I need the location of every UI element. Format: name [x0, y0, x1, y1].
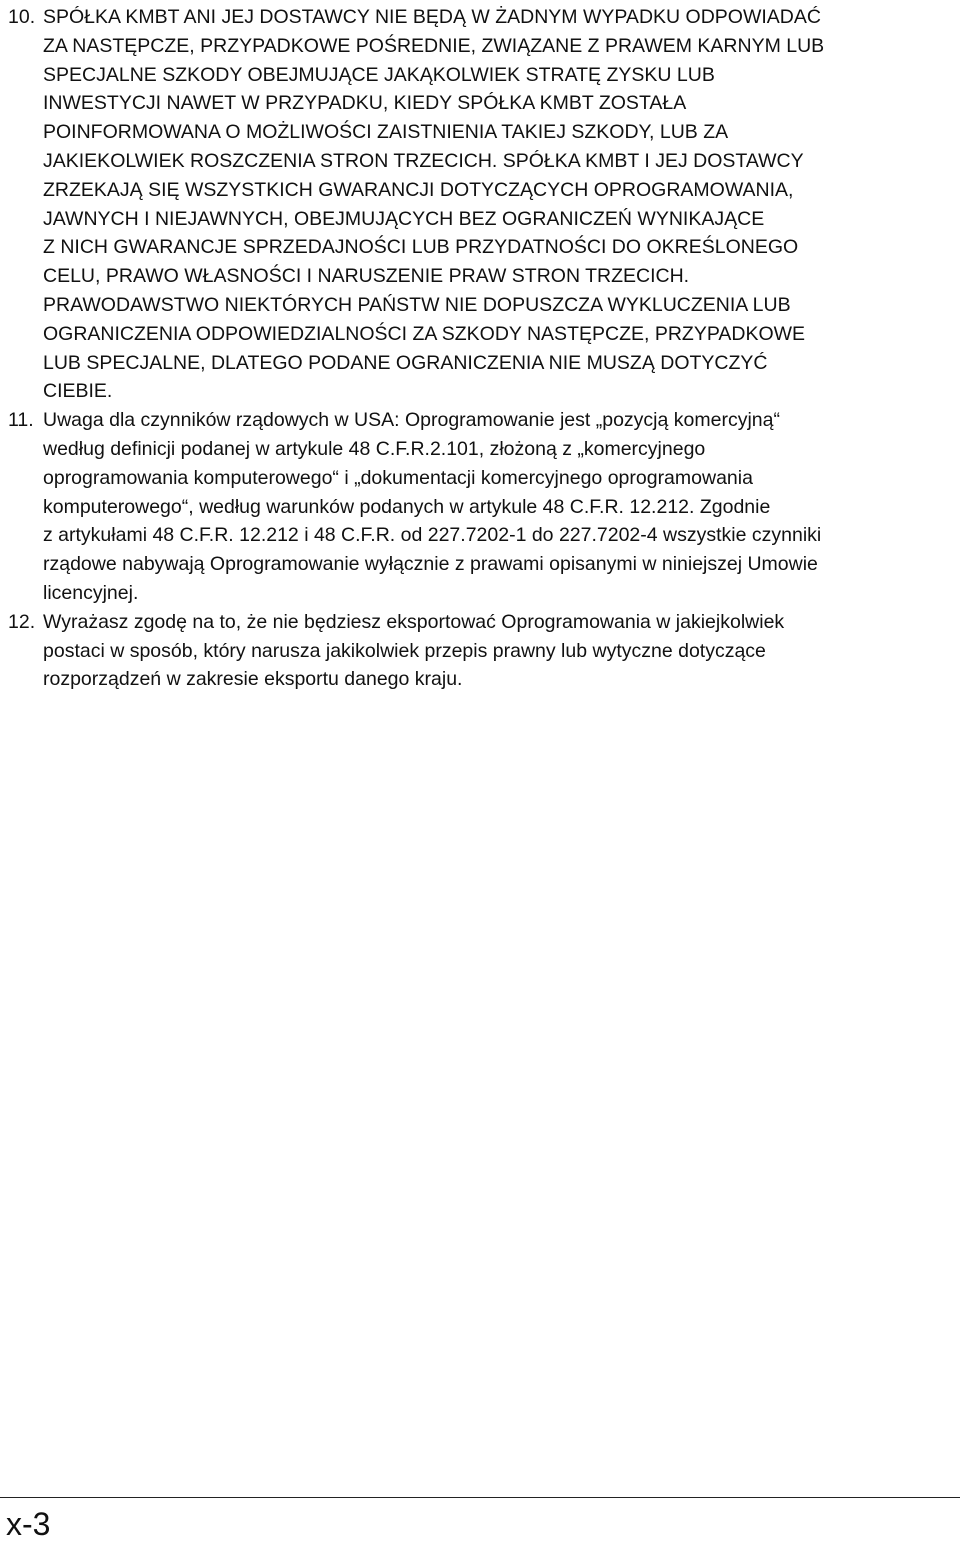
footer-divider — [0, 1497, 960, 1498]
text-line: JAKIEKOLWIEK ROSZCZENIA STRON TRZECICH. SPÓŁKA KMBT I JEJ DOSTAWCY — [43, 149, 804, 172]
text-line: OGRANICZENIA ODPOWIEDZIALNOŚCI ZA SZKODY NASTĘPCZE, PRZYPADKOWE — [43, 322, 806, 345]
text-line: JAWNYCH I NIEJAWNYCH, OBEJMUJĄCYCH BEZ OGRANICZEŃ WYNIKAJĄCE — [43, 207, 765, 230]
clause-10 — [8, 3, 953, 406]
text-line: SPECJALNE SZKODY OBEJMUJĄCE JAKĄKOLWIEK STRATĘ ZYSKU LUB — [43, 63, 715, 86]
text-line: PRAWODAWSTWO NIEKTÓRYCH PAŃSTW NIE DOPUSZCZA WYKLUCZENIA LUB — [43, 293, 791, 316]
page-number: x-3 — [6, 1506, 51, 1542]
text-line: z artykułami 48 C.F.R. 12.212 i 48 C.F.R. od 227.7202-1 do 227.7202-4 wszystkie czynniki — [43, 524, 822, 547]
clause-11 — [8, 406, 953, 608]
text-line: CIEBIE. — [43, 380, 113, 403]
text-line: rządowe nabywają Oprogramowanie wyłącznie z prawami opisanymi w niniejszej Umowie — [43, 553, 818, 576]
text-line: rozporządzeń w zakresie eksportu danego kraju. — [43, 668, 463, 691]
clause-number: 10. — [8, 6, 36, 28]
clause-12 — [8, 608, 953, 694]
text-line: Z NICH GWARANCJE SPRZEDAJNOŚCI LUB PRZYDATNOŚCI DO OKREŚLONEGO — [43, 236, 799, 259]
text-line: ZRZEKAJĄ SIĘ WSZYSTKICH GWARANCJI DOTYCZĄCYCH OPROGRAMOWANIA, — [43, 178, 794, 201]
text-line: ZA NASTĘPCZE, PRZYPADKOWE POŚREDNIE, ZWIĄZANE Z PRAWEM KARNYM LUB — [43, 34, 825, 57]
text-line: CELU, PRAWO WŁASNOŚCI I NARUSZENIE PRAW STRON TRZECICH. — [43, 265, 690, 288]
text-line: SPÓŁKA KMBT ANI JEJ DOSTAWCY NIE BĘDĄ W ŻADNYM WYPADKU ODPOWIADAĆ — [43, 6, 821, 28]
clause-text — [43, 406, 953, 608]
text-line: oprogramowania komputerowego“ i „dokumentacji komercyjnego oprogramowania — [43, 466, 753, 489]
clause-text — [43, 3, 953, 406]
text-line: Uwaga dla czynników rządowych w USA: Oprogramowanie jest „pozycją komercyjną“ — [43, 409, 780, 432]
text-line: postaci w sposób, który narusza jakikolwiek przepis prawny lub wytyczne dotyczące — [43, 639, 766, 662]
text-line: POINFORMOWANA O MOŻLIWOŚCI ZAISTNIENIA TAKIEJ SZKODY, LUB ZA — [43, 121, 729, 144]
clause-text — [43, 608, 953, 694]
text-line: LUB SPECJALNE, DLATEGO PODANE OGRANICZENIA NIE MUSZĄ DOTYCZYĆ — [43, 351, 768, 374]
clause-number: 11. — [8, 409, 34, 432]
clause-number: 12. — [8, 610, 36, 633]
text-line: licencyjnej. — [43, 581, 139, 604]
text-line: według definicji podanej w artykule 48 C.F.R.2.101, złożoną z „komercyjnego — [43, 437, 706, 460]
text-line: komputerowego“, według warunków podanych w artykule 48 C.F.R. 12.212. Zgodnie — [43, 495, 771, 518]
license-terms — [8, 3, 953, 694]
text-line: Wyrażasz zgodę na to, że nie będziesz eksportować Oprogramowania w jakiejkolwiek — [43, 610, 785, 633]
text-line: INWESTYCJI NAWET W PRZYPADKU, KIEDY SPÓŁKA KMBT ZOSTAŁA — [43, 92, 687, 115]
